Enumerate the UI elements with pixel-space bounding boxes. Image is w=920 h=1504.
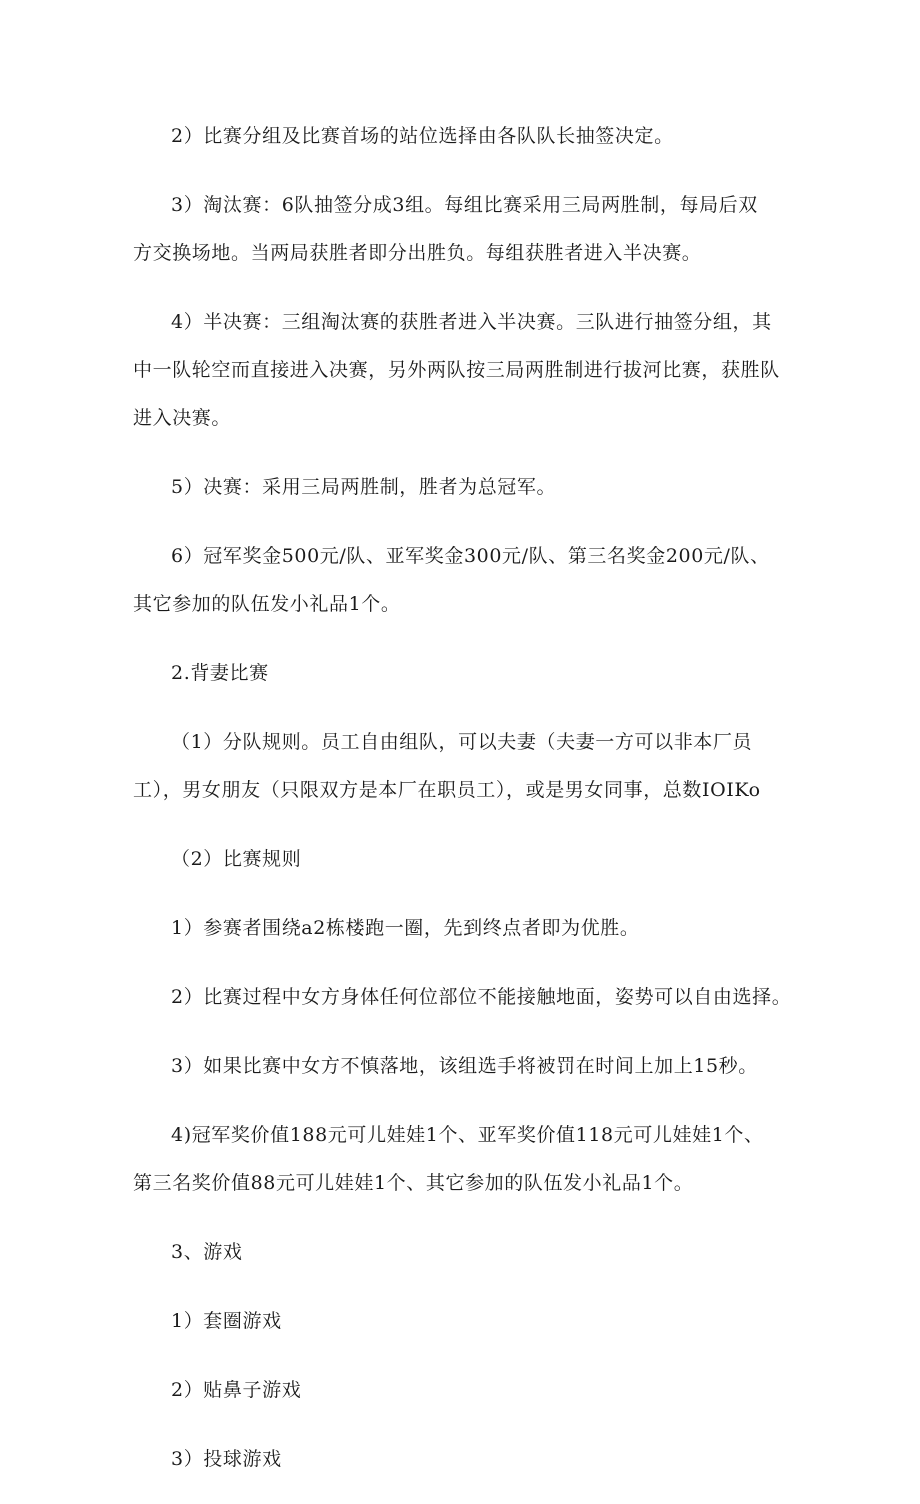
paragraph-line: 3）如果比赛中女方不慎落地，该组选手将被罚在时间上加上15秒。 (171, 1055, 758, 1077)
paragraph-p2 (133, 181, 793, 277)
paragraph-p15 (133, 1366, 793, 1414)
paragraph-line: 工），男女朋友（只限双方是本厂在职员工），或是男女同事，总数IOIKo (133, 779, 761, 801)
paragraph-line: 2）比赛过程中女方身体任何位部位不能接触地面，姿势可以自由选择。 (171, 986, 792, 1008)
paragraph-line: 进入决赛。 (133, 407, 232, 429)
paragraph-line: 3）淘汰赛：6队抽签分成3组。每组比赛采用三局两胜制，每局后双 (171, 194, 758, 216)
section-heading-games (133, 1228, 793, 1276)
document-body (133, 112, 793, 1504)
paragraph-line: （2）比赛规则 (171, 848, 302, 870)
paragraph-line: 3、游戏 (171, 1241, 243, 1263)
paragraph-line: 方交换场地。当两局获胜者即分出胜负。每组获胜者进入半决赛。 (133, 242, 702, 264)
paragraph-p5 (133, 532, 793, 628)
paragraph-p9 (133, 904, 793, 952)
paragraph-p1 (133, 112, 793, 160)
paragraph-p10 (133, 973, 793, 1021)
paragraph-line: 1）参赛者围绕a2栋楼跑一圈，先到终点者即为优胜。 (171, 917, 640, 939)
paragraph-p14 (133, 1297, 793, 1345)
subsection-heading-rules (133, 835, 793, 883)
paragraph-p11 (133, 1042, 793, 1090)
paragraph-p7 (133, 718, 793, 814)
paragraph-line: 6）冠军奖金500元/队、亚军奖金300元/队、第三名奖金200元/队、 (171, 545, 770, 567)
paragraph-p3 (133, 298, 793, 442)
paragraph-line: 2）贴鼻子游戏 (171, 1379, 302, 1401)
paragraph-line: 第三名奖价值88元可儿娃娃1个、其它参加的队伍发小礼品1个。 (133, 1172, 694, 1194)
paragraph-line: 2）比赛分组及比赛首场的站位选择由各队队长抽签决定。 (171, 125, 674, 147)
paragraph-line: 3）投球游戏 (171, 1448, 282, 1470)
paragraph-line: 中一队轮空而直接进入决赛，另外两队按三局两胜制进行拔河比赛，获胜队 (133, 359, 780, 381)
section-heading-back-carry-race (133, 649, 793, 697)
paragraph-p12 (133, 1111, 793, 1207)
paragraph-line: 4）半决赛：三组淘汰赛的获胜者进入半决赛。三队进行抽签分组，其 (171, 311, 772, 333)
paragraph-line: （1）分队规则。员工自由组队，可以夫妻（夫妻一方可以非本厂员 (171, 731, 753, 753)
paragraph-line: 其它参加的队伍发小礼品1个。 (133, 593, 401, 615)
paragraph-line: 2.背妻比赛 (171, 662, 269, 684)
paragraph-p16 (133, 1435, 793, 1483)
paragraph-line: 4)冠军奖价值188元可儿娃娃1个、亚军奖价值118元可儿娃娃1个、 (171, 1124, 764, 1146)
paragraph-p4 (133, 463, 793, 511)
paragraph-line: 1）套圈游戏 (171, 1310, 282, 1332)
paragraph-line: 5）决赛：采用三局两胜制，胜者为总冠军。 (171, 476, 557, 498)
